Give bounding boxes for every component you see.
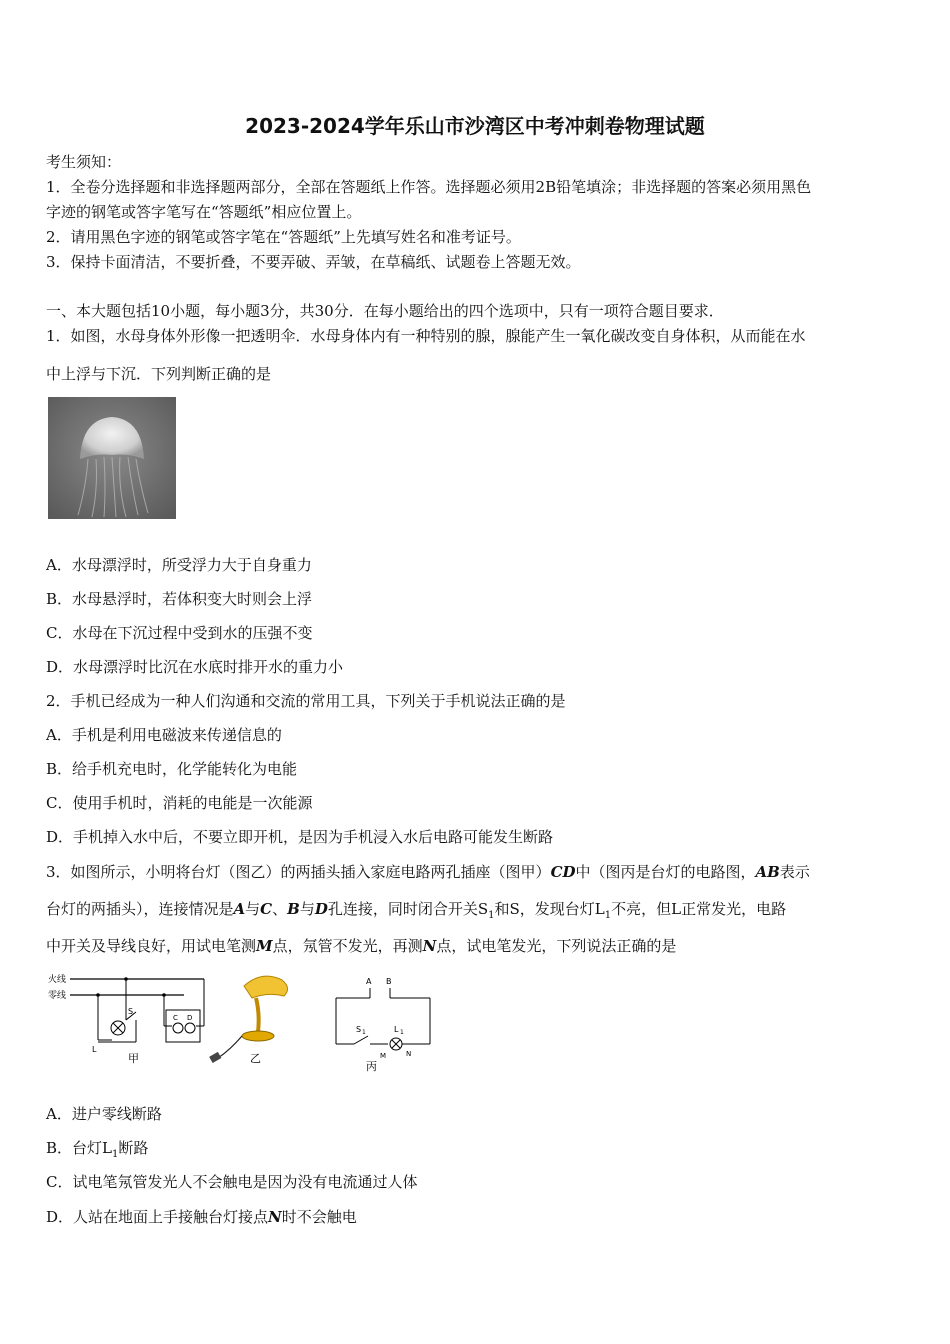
question-stem: 中上浮与下沉．下列判断正确的是 (46, 365, 272, 383)
section-heading: 一、本大题包括10小题，每小题3分，共30分．在每小题给出的四个选项中，只有一项符合题目要求． (46, 302, 724, 320)
question-stem: 3．如图所示，小明将台灯（图乙）的两插头插入家庭电路两孔插座（图甲）CD中（图丙是台灯的电路图，AB表示 (46, 863, 810, 881)
option: D．水母漂浮时比沉在水底时排开水的重力小 (46, 658, 344, 676)
page-title: 2023-2024学年乐山市沙湾区中考冲刺卷物理试题 (245, 114, 705, 138)
notice-item: 2．请用黑色字迹的钢笔或答字笔在“答题纸”上先填写姓名和准考证号。 (46, 228, 521, 246)
question-stem: 中开关及导线良好，用试电笔测M点，氖管不发光，再测N点，试电笔发光，下列说法正确的是 (46, 937, 677, 955)
option: A．进户零线断路 (46, 1105, 162, 1123)
circuit-figure (44, 970, 444, 1078)
option: C．使用手机时，消耗的电能是一次能源 (46, 794, 313, 812)
figure-jia-label: 甲 (128, 1052, 139, 1065)
plug-a-label: A (366, 977, 372, 986)
switch-s1-label: S (356, 1025, 362, 1034)
lamp-l-label: L (92, 1045, 97, 1054)
notice-heading: 考生须知： (46, 153, 122, 171)
socket-c-label: C (173, 1014, 178, 1022)
option: D．人站在地面上手接触台灯接点N时不会触电 (46, 1208, 357, 1226)
option: C．试电笔氖管发光人不会触电是因为没有电流通过人体 (46, 1173, 418, 1191)
notice-item: 字迹的钢笔或答字笔写在“答题纸”相应位置上。 (46, 203, 362, 221)
neutral-wire-label: 零线 (48, 991, 67, 1001)
figure-bing-label: 丙 (366, 1060, 377, 1073)
notice-item: 1．全卷分选择题和非选择题两部分，全部在答题纸上作答。选择题必须用2B铅笔填涂；非选择题的答案必须用黑色 (46, 178, 812, 196)
figure-yi-label: 乙 (250, 1052, 261, 1065)
switch-s-label: S (128, 1007, 134, 1016)
question-stem: 台灯的两插头），连接情况是A与C、B与D孔连接，同时闭合开关$S_1$和S，发现台灯$L_1$不亮，但L正常发光，电路 (46, 900, 787, 921)
option: B．台灯$L_1$断路 (46, 1139, 149, 1160)
option: A．手机是利用电磁波来传递信息的 (46, 726, 282, 744)
jellyfish-photo (48, 397, 176, 519)
option: B．水母悬浮时，若体积变大时则会上浮 (46, 590, 313, 608)
option: D．手机掉入水中后，不要立即开机，是因为手机浸入水后电路可能发生断路 (46, 828, 554, 846)
option: A．水母漂浮时，所受浮力大于自身重力 (46, 556, 312, 574)
live-wire-label: 火线 (48, 975, 67, 985)
question-stem: 2．手机已经成为一种人们沟通和交流的常用工具，下列关于手机说法正确的是 (46, 692, 566, 710)
lamp-l1-label: L (394, 1025, 399, 1034)
plug-b-label: B (386, 977, 392, 986)
point-m-label: M (380, 1052, 387, 1060)
point-n-label: N (406, 1050, 412, 1058)
option: B．给手机充电时，化学能转化为电能 (46, 760, 298, 778)
option: C．水母在下沉过程中受到水的压强不变 (46, 624, 313, 642)
lamp-l1-subscript: 1 (400, 1029, 404, 1036)
socket-d-label: D (187, 1014, 193, 1022)
question-stem: 1．如图，水母身体外形像一把透明伞．水母身体内有一种特别的腺，腺能产生一氧化碳改变自身体积，从而能在水 (46, 327, 806, 345)
switch-s1-subscript: 1 (362, 1029, 366, 1036)
notice-item: 3．保持卡面清洁，不要折叠，不要弄破、弄皱，在草稿纸、试题卷上答题无效。 (46, 253, 581, 271)
